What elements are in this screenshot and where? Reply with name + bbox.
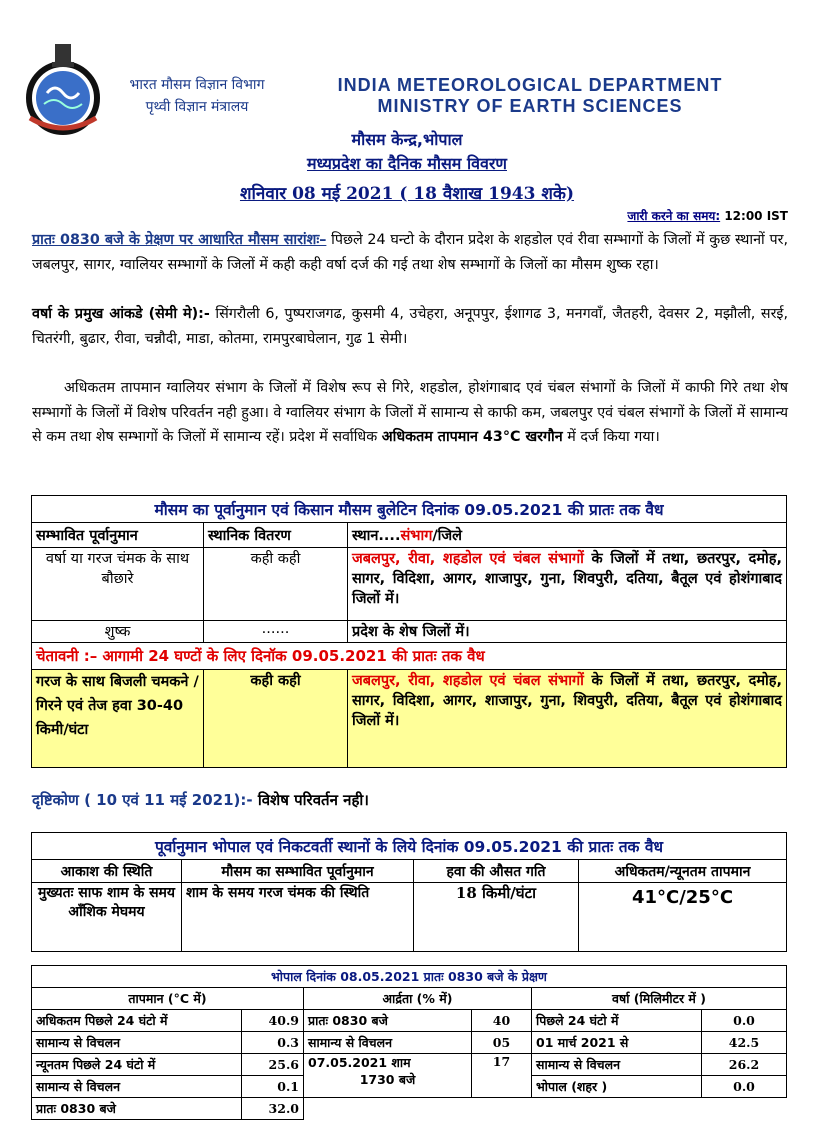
outlook-text: विशेष परिवर्तन नही।: [252, 791, 369, 809]
forecast-heading: मौसम का पूर्वानुमान एवं किसान मौसम बुलेटिन दिनांक 09.05.2021 की प्रातः तक वैध: [32, 496, 787, 523]
obs-temp-label: सामान्य से विचलन: [32, 1076, 242, 1098]
issue-time-label: जारी करने का समय:: [627, 209, 721, 223]
obs-col-temp: तापमान (°C में): [32, 988, 304, 1010]
obs-rain-value: 26.2: [702, 1054, 787, 1076]
obs-rain-label: 01 मार्च 2021 से: [532, 1032, 702, 1054]
table-row: [32, 1010, 787, 1032]
report-date: शनिवार 08 मई 2021 ( 18 वैशाख 1943 शके): [239, 184, 575, 204]
obs-rain-value: 42.5: [702, 1032, 787, 1054]
obs-hum-value: 05: [472, 1032, 532, 1054]
outlook-label: दृष्टिकोण ( 10 एवं 11 मई 2021):-: [32, 791, 253, 809]
table-row: [32, 1054, 787, 1076]
obs-col-rain: वर्षा (मिलिमीटर में ): [532, 988, 787, 1010]
obs-rain-value: 0.0: [702, 1010, 787, 1032]
bhopal-weather: शाम के समय गरज चंमक की स्थिति: [182, 883, 414, 952]
obs-rain-label: भोपाल (शहर ): [532, 1076, 702, 1098]
summary-paragraph: [32, 228, 788, 277]
warning-place: [348, 670, 787, 768]
forecast-table: [31, 495, 787, 768]
obs-temp-value: 0.1: [242, 1076, 304, 1098]
summary-heading: प्रातः 0830 बजे के प्रेक्षण पर आधारित मौसम सारांशः–: [32, 232, 327, 248]
issue-time: [627, 207, 788, 224]
org-name-hindi-line2: पृथ्वी विज्ञान मंत्रालय: [145, 99, 249, 115]
obs-hum-value: 17: [472, 1054, 532, 1098]
obs-temp-value: 40.9: [242, 1010, 304, 1032]
forecast-row2-place: प्रदेश के शेष जिलों में।: [348, 621, 787, 643]
org-name-english: [320, 75, 740, 117]
forecast-row1-rest: के जिलों में तथा, छतरपुर, दमोह, सागर, विदिशा, आगर, शाजापुर, गुना, शिवपुरी, दतिया, बैतूल एवं होशंगाबाद जिलों में।: [352, 551, 782, 607]
obs-temp-value: 0.3: [242, 1032, 304, 1054]
observation-heading: भोपाल दिनांक 08.05.2021 प्रातः 0830 बजे के प्रेक्षण: [32, 966, 787, 988]
org-name-english-line1: INDIA METEOROLOGICAL DEPARTMENT: [337, 75, 723, 95]
observation-table: [31, 965, 787, 1120]
summary-text: पिछले 24 घन्टो के दौरान प्रदेश के शहडोल एवं रीवा सम्भागों के जिलों में कुछ स्थानों पर, जबलपुर, सागर, ग्वालियर सम्भागों के जिलों में कही कही वर्षा दर्ज की गई तथा शेष सम्भागों के जिलों का मौसम शुष्क रहा।: [32, 232, 788, 273]
obs-temp-label: सामान्य से विचलन: [32, 1032, 242, 1054]
temperature-tail: में दर्ज किया गया।: [562, 429, 660, 445]
obs-hum-label: सामान्य से विचलन: [304, 1032, 472, 1054]
forecast-row1-red: जबलपुर, रीवा, शहडोल एवं चंबल संभागों: [352, 551, 584, 567]
bhopal-forecast-heading: पूर्वानुमान भोपाल एवं निकटवर्ती स्थानों के लिये दिनांक 09.05.2021 की प्रातः तक वैध: [32, 833, 787, 860]
warning-rest: के जिलों में तथा, छतरपुर, दमोह, सागर, विदिशा, आगर, शाजापुर, गुना, शिवपुरी, दतिया, बैतूल एवं होशंगाबाद जिलों में।: [352, 673, 782, 729]
forecast-col-distribution: स्थानिक वितरण: [204, 523, 348, 548]
obs-rain-value: 0.0: [702, 1076, 787, 1098]
forecast-row2-expected: शुष्क: [32, 621, 204, 643]
org-name-hindi-line1: भारत मौसम विज्ञान विभाग: [129, 77, 265, 93]
report-title: मध्यप्रदेश का दैनिक मौसम विवरण: [306, 154, 507, 173]
issue-time-value: 12:00 IST: [720, 209, 788, 223]
rain-heading: वर्षा के प्रमुख आंकडे (सेमी मे):-: [32, 306, 210, 322]
centre-name: मौसम केन्द्र,भोपाल: [351, 130, 463, 149]
bhopal-sky: मुख्यतः साफ शाम के समय ऑंशिक मेघमय: [32, 883, 182, 952]
obs-rain-label: सामान्य से विचलन: [532, 1054, 702, 1076]
obs-temp-value: 32.0: [242, 1098, 304, 1120]
obs-temp-label: प्रातः 0830 बजे: [32, 1098, 242, 1120]
forecast-row1-place: [348, 548, 787, 621]
obs-empty: [304, 1098, 787, 1120]
obs-temp-value: 25.6: [242, 1054, 304, 1076]
temperature-max: अधिकतम तापमान 43°C खरगौन: [381, 429, 563, 445]
imd-logo: [22, 38, 104, 138]
outlook: [32, 790, 369, 810]
forecast-row1-expected: वर्षा या गरज चंमक के साथ बौछारे: [32, 548, 204, 621]
obs-hum-label: प्रातः 0830 बजे: [304, 1010, 472, 1032]
warning-red: जबलपुर, रीवा, शहडोल एवं चंबल संभागों: [352, 673, 584, 689]
bhopal-temp: 41°C/25°C: [579, 883, 787, 952]
warning-heading: चेतावनी :– आगामी 24 घण्टों के लिए दिनॉक 09.05.2021 की प्रातः तक वैध: [32, 643, 787, 670]
forecast-col-place-a: स्थान....: [352, 528, 401, 544]
bhopal-forecast-table: [31, 832, 787, 952]
obs-hum-label-line1: 07.05.2021 शाम: [308, 1055, 411, 1070]
obs-temp-label: न्यूनतम पिछले 24 घंटो में: [32, 1054, 242, 1076]
bhopal-col-sky: आकाश की स्थिति: [32, 860, 182, 883]
table-row: [32, 1032, 787, 1054]
temperature-paragraph: [32, 376, 788, 450]
bhopal-col-wind: हवा की औसत गति: [414, 860, 579, 883]
org-name-hindi: [112, 74, 282, 118]
forecast-col-place: [348, 523, 787, 548]
table-row: [32, 1098, 787, 1120]
warning-distribution: कही कही: [204, 670, 348, 768]
forecast-row1-distribution: कही कही: [204, 548, 348, 621]
org-name-english-line2: MINISTRY OF EARTH SCIENCES: [377, 96, 683, 116]
temperature-text: अधिकतम तापमान ग्वालियर संभाग के जिलों में विशेष रूप से गिरे, शहडोल, होशंगाबाद एवं चंबल संभागों के जिलों में काफी गिरे तथा शेष सम्भागों के जिलों में विशेष परिवर्तन नही हुआ। वे ग्वालियर संभाग के जिलों में सामान्य से काफी कम, जबलपुर एवं चंबल संभागों के जिलों में सामान्य से कम तथा शेष सम्भागों के जिलों में सामान्य रहें। प्रदेश में सर्वाधिक: [32, 380, 788, 445]
obs-hum-label: [304, 1054, 472, 1098]
bhopal-col-temp: अधिकतम/न्यूनतम तापमान: [579, 860, 787, 883]
obs-hum-label-line2: 1730 बजे: [359, 1072, 416, 1087]
forecast-row2-distribution: ......: [204, 621, 348, 643]
bhopal-wind: 18 किमी/घंटा: [414, 883, 579, 952]
obs-rain-label: पिछले 24 घंटो में: [532, 1010, 702, 1032]
forecast-col-expected: सम्भावित पूर्वानुमान: [32, 523, 204, 548]
warning-type: गरज के साथ बिजली चमकने / गिरने एवं तेज हवा 30-40 किमी/घंटा: [32, 670, 204, 768]
obs-col-humidity: आर्द्रता (% में): [304, 988, 532, 1010]
obs-temp-label: अधिकतम पिछले 24 घंटो में: [32, 1010, 242, 1032]
obs-hum-value: 40: [472, 1010, 532, 1032]
rain-text: सिंगरौली 6, पुष्पराजगढ, कुसमी 4, उचेहरा, अनूपपुर, ईशागढ 3, मनगवॉं, जैतहरी, देवसर 2, मझौली, सरई, चितरंगी, बुढार, रीवा, चन्नौदी, माडा, कोतमा, रामपुरबाघेलान, गुढ 1 सेमी।: [32, 306, 788, 347]
bhopal-col-weather: मौसम का सम्भावित पूर्वानुमान: [182, 860, 414, 883]
forecast-col-place-b: संभाग: [400, 528, 433, 544]
rain-paragraph: [32, 302, 788, 351]
forecast-col-place-c: /जिले: [432, 528, 463, 544]
